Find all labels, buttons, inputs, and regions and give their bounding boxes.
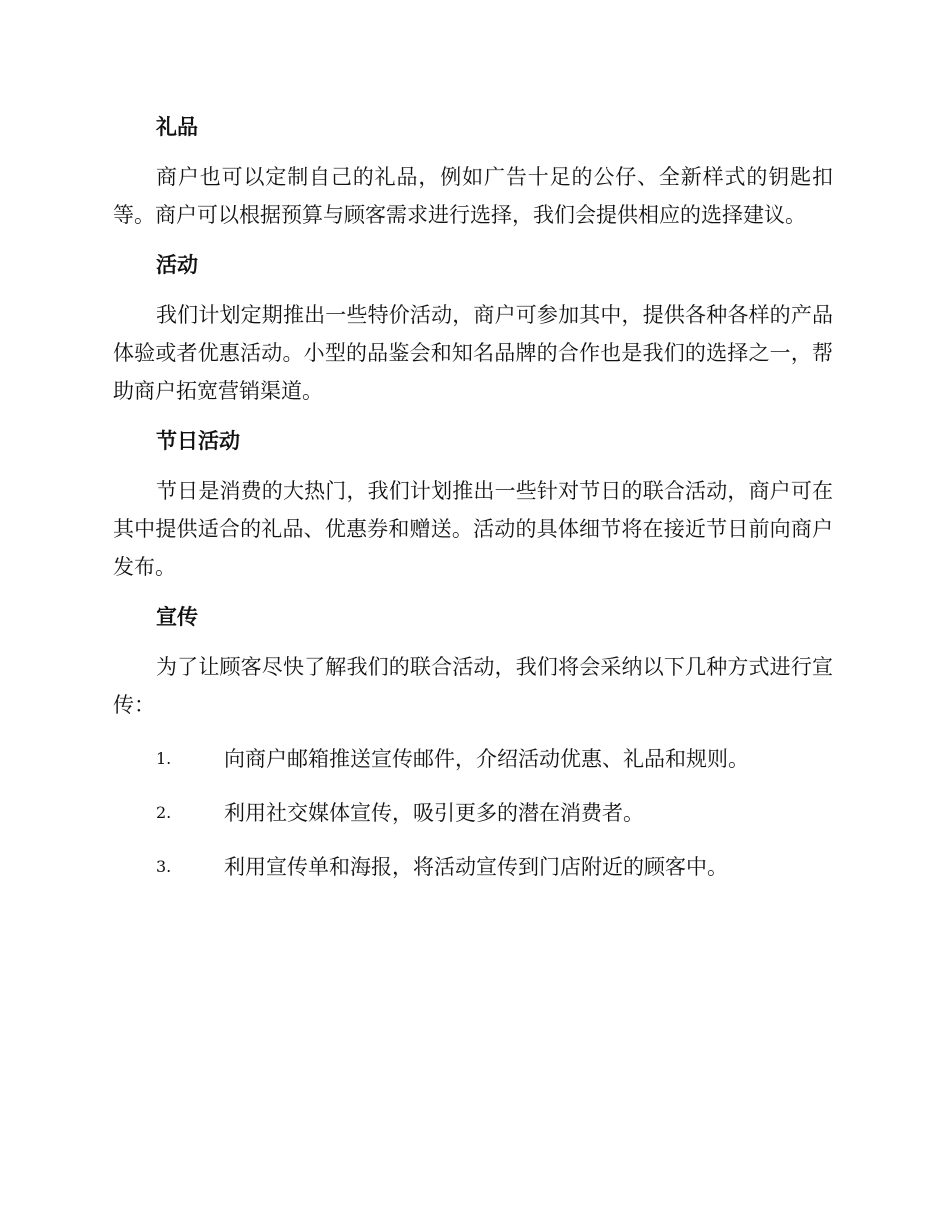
list-item xyxy=(113,740,833,778)
list-item-text: 向商户邮箱推送宣传邮件，介绍活动优惠、礼品和规则。 xyxy=(224,747,749,771)
section-heading-promotion: 宣传 xyxy=(156,605,198,629)
section-body-gifts: 商户也可以定制自己的礼品，例如广告十足的公仔、全新样式的钥匙扣等。商户可以根据预算与顾客需求进行选择，我们会提供相应的选择建议。 xyxy=(113,165,833,227)
section-heading-holiday-activities: 节日活动 xyxy=(156,429,240,453)
section-body-holiday-activities: 节日是消费的大热门，我们计划推出一些针对节日的联合活动，商户可在其中提供适合的礼品、优惠券和赠送。活动的具体细节将在接近节日前向商户发布。 xyxy=(113,479,833,579)
list-item xyxy=(113,794,833,832)
list-item-text: 利用宣传单和海报，将活动宣传到门店附近的顾客中。 xyxy=(224,855,728,879)
document-page xyxy=(113,108,833,902)
section-heading-activities: 活动 xyxy=(156,253,198,277)
list-item-number: 2. xyxy=(156,803,172,822)
list-item-number: 3. xyxy=(156,857,172,876)
list-item-number: 1. xyxy=(156,749,172,768)
section-heading-gifts: 礼品 xyxy=(156,115,198,139)
list-item xyxy=(113,848,833,886)
list-item-text: 利用社交媒体宣传，吸引更多的潜在消费者。 xyxy=(224,801,644,825)
section-body-activities: 我们计划定期推出一些特价活动，商户可参加其中，提供各种各样的产品体验或者优惠活动。小型的品鉴会和知名品牌的合作也是我们的选择之一，帮助商户拓宽营销渠道。 xyxy=(113,303,833,403)
promotion-list xyxy=(113,740,833,886)
section-body-promotion: 为了让顾客尽快了解我们的联合活动，我们将会采纳以下几种方式进行宣传： xyxy=(113,655,833,717)
